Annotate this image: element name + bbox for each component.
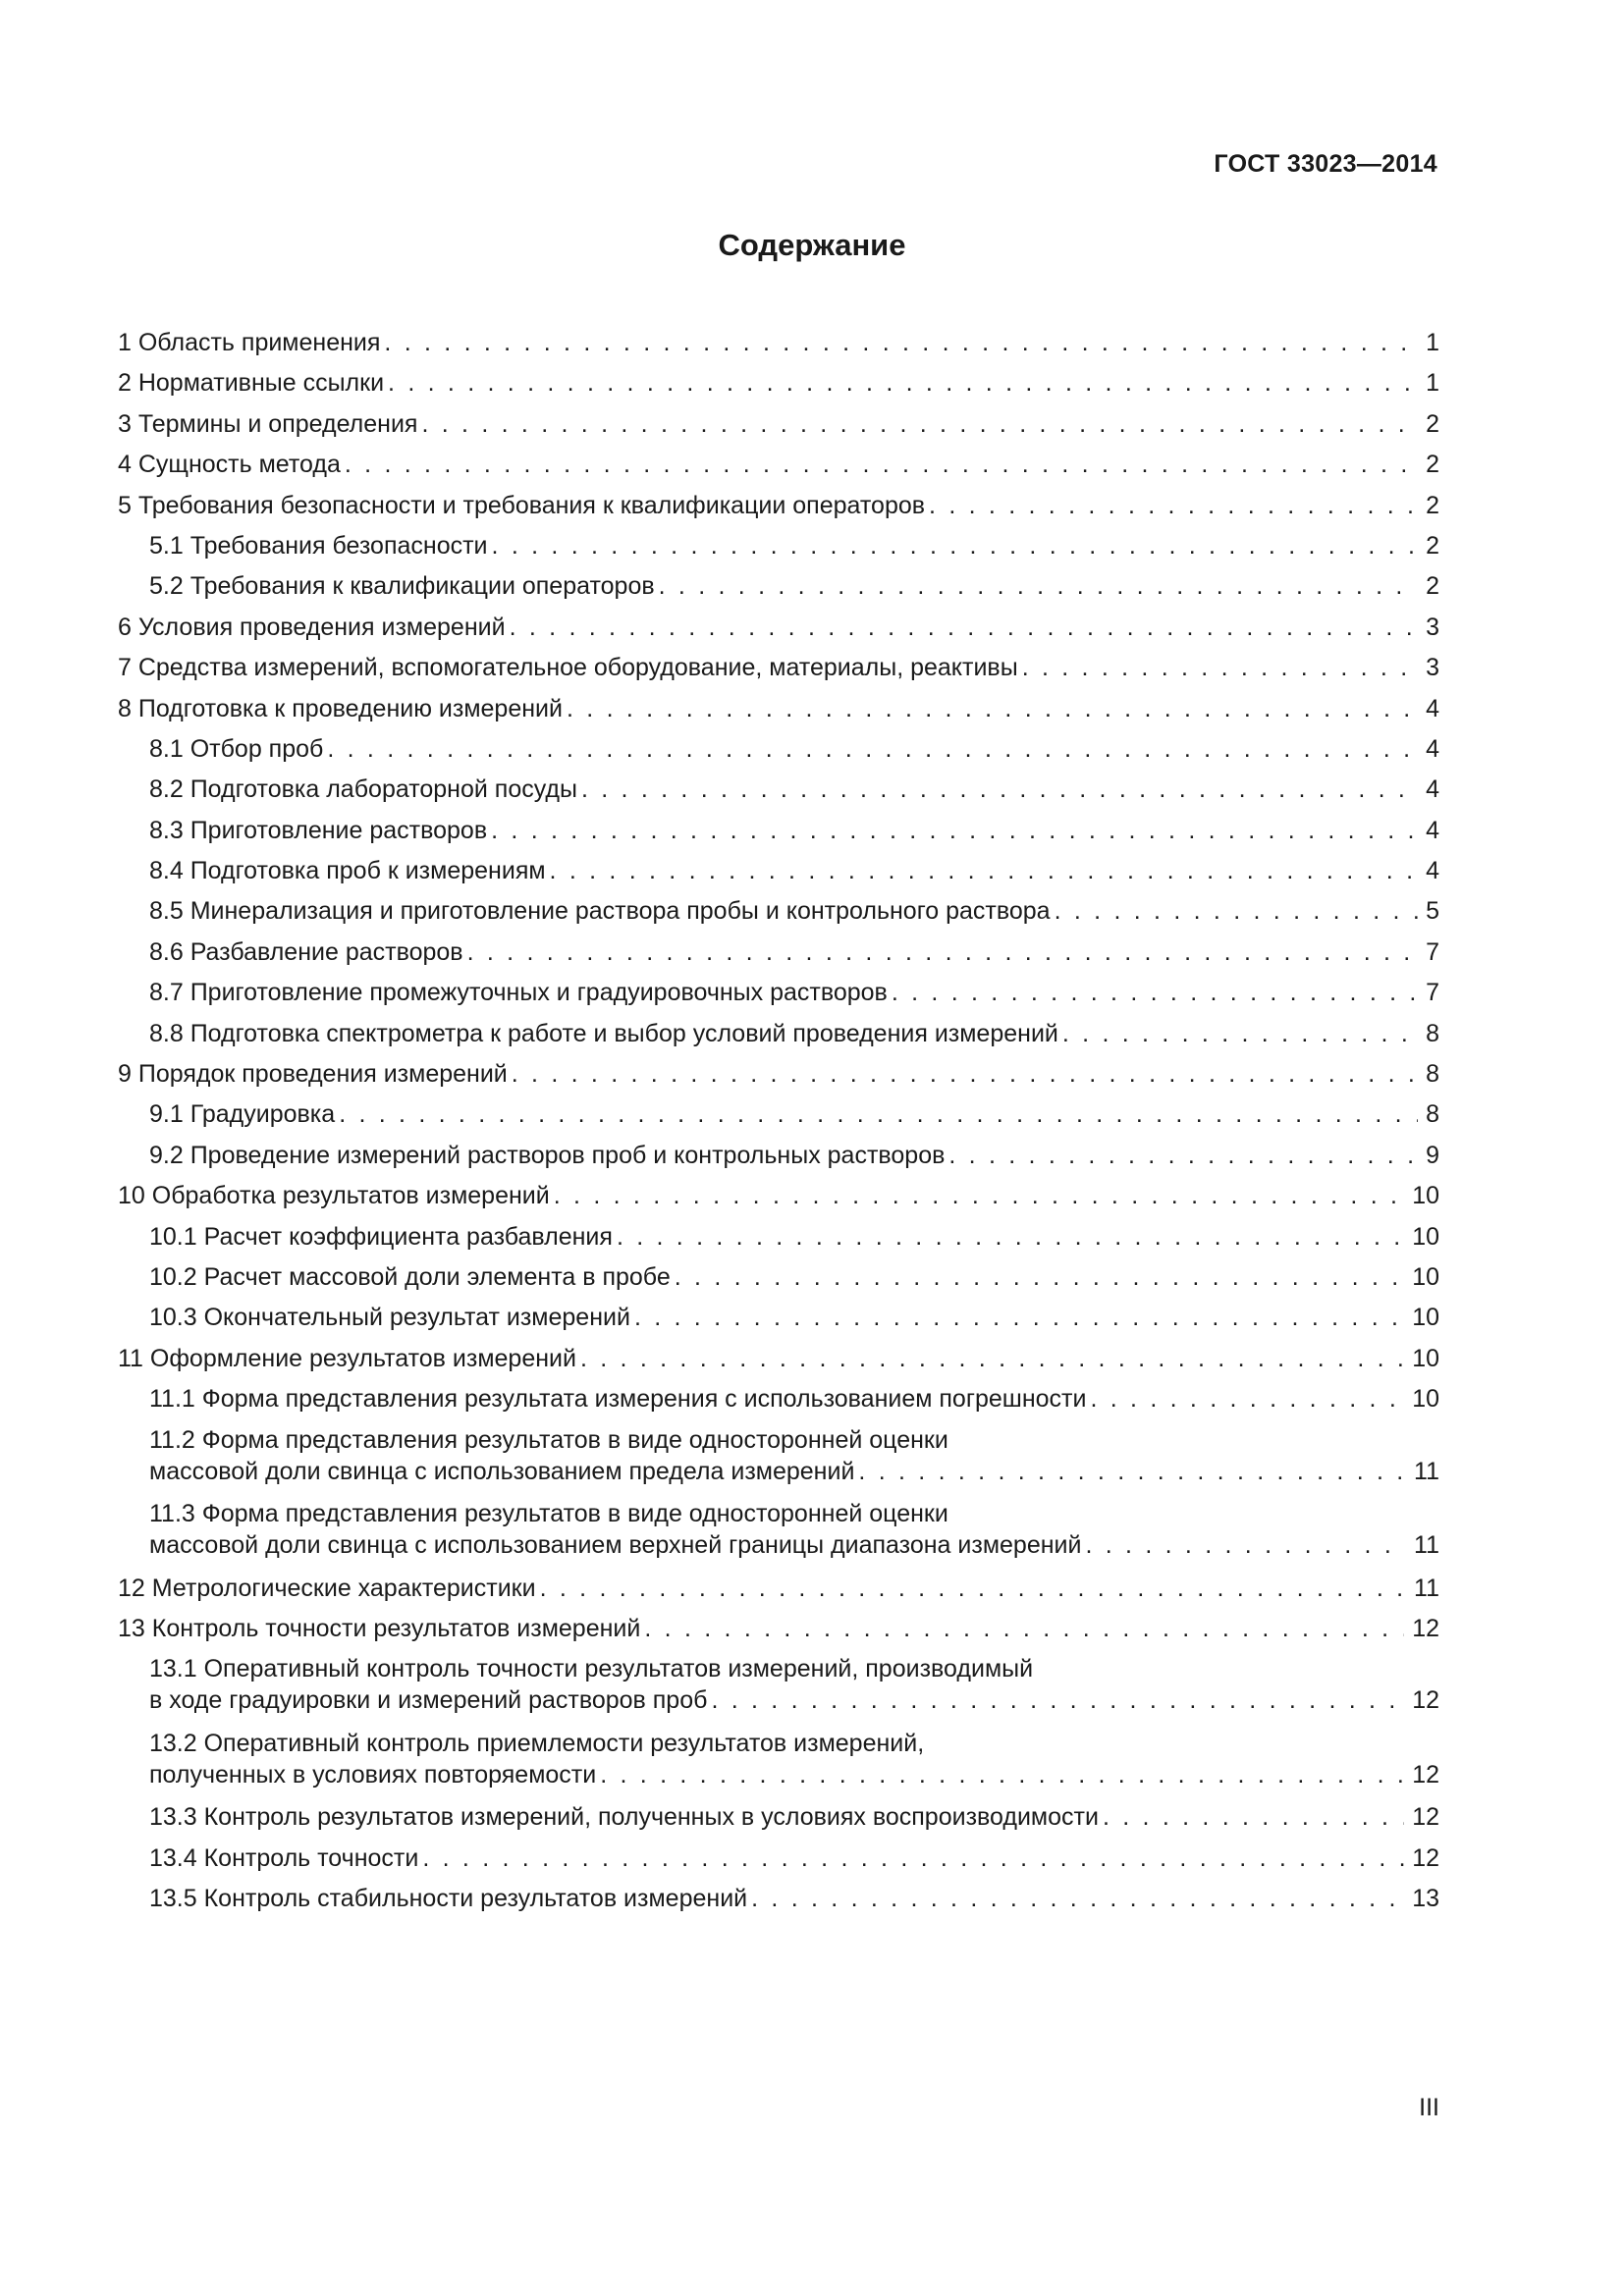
toc-entry-title: 12 Метрологические характеристики (118, 1574, 540, 1603)
toc-entry-page: 4 (1418, 694, 1439, 723)
toc-entry-page: 12 (1404, 1685, 1439, 1715)
toc-entry-page: 3 (1418, 613, 1439, 642)
toc-entry-page: 10 (1404, 1344, 1439, 1373)
toc-entry-title: 8.4 Подготовка проб к измерениям (149, 856, 550, 885)
toc-entry-title: 5.2 Требования к квалификации операторов (149, 571, 659, 601)
toc-subentry[interactable] (118, 1725, 1439, 1799)
toc-entry-page: 10 (1404, 1384, 1439, 1414)
toc-entry-page: 1 (1418, 328, 1439, 357)
toc-entry[interactable] (118, 1055, 1439, 1095)
toc-entry[interactable] (118, 1610, 1439, 1650)
toc-entry-page: 4 (1418, 856, 1439, 885)
toc-entry-title: 13 Контроль точности результатов измерений (118, 1614, 644, 1643)
toc-entry-title: 8 Подготовка к проведению измерений (118, 694, 567, 723)
toc-entry-title: 13.5 Контроль стабильности результатов измерений (149, 1884, 751, 1913)
toc-entry-page: 9 (1418, 1141, 1439, 1170)
toc-entry-title: 3 Термины и определения (118, 409, 421, 439)
toc-subentry[interactable] (118, 771, 1439, 811)
toc-entry-page: 4 (1418, 734, 1439, 764)
toc-subentry[interactable] (118, 1798, 1439, 1839)
toc-entry-title-line1: 11.2 Форма представления результатов в виде односторонней оценки (149, 1425, 948, 1454)
toc-entry-title: 1 Область применения (118, 328, 384, 357)
toc-entry[interactable] (118, 649, 1439, 689)
toc-entry-page: 10 (1404, 1181, 1439, 1210)
toc-entry[interactable] (118, 1340, 1439, 1380)
toc-entry[interactable] (118, 690, 1439, 730)
toc-subentry[interactable] (118, 812, 1439, 852)
toc-entry-title-line1: 11.3 Форма представления результатов в виде односторонней оценки (149, 1500, 948, 1528)
toc-entry-page: 12 (1404, 1802, 1439, 1832)
toc-subentry[interactable] (118, 567, 1439, 608)
toc-subentry[interactable] (118, 892, 1439, 933)
toc-subentry[interactable] (118, 1380, 1439, 1420)
toc-subentry[interactable] (118, 1880, 1439, 1920)
toc-entry-page: 11 (1406, 1574, 1439, 1603)
toc-subentry[interactable] (118, 527, 1439, 567)
toc-entry[interactable] (118, 446, 1439, 486)
toc-entry-title: 9.1 Градуировка (149, 1099, 339, 1129)
toc-entry-title: 8.8 Подготовка спектрометра к работе и выбор условий проведения измерений (149, 1019, 1062, 1048)
toc-entry-title: 10.2 Расчет массовой доли элемента в пробе (149, 1262, 675, 1292)
toc-entry-title: 11.1 Форма представления результата измерения с использованием погрешности (149, 1384, 1090, 1414)
toc-entry-page: 12 (1404, 1614, 1439, 1643)
toc-entry-page: 11 (1406, 1530, 1439, 1560)
toc-entry-page: 4 (1418, 816, 1439, 845)
toc-entry-page: 5 (1418, 896, 1439, 926)
toc-entry-title: 11 Оформление результатов измерений (118, 1344, 580, 1373)
toc-entry-page: 2 (1418, 450, 1439, 479)
toc-entry-title-line2: массовой доли свинца с использованием верхней границы диапазона измерений (149, 1530, 1085, 1560)
toc-subentry[interactable] (118, 1495, 1439, 1570)
toc-entry-title: 2 Нормативные ссылки (118, 368, 388, 398)
toc-subentry[interactable] (118, 1218, 1439, 1258)
toc-entry-title: 13.4 Контроль точности (149, 1843, 422, 1873)
toc-entry-title: 8.5 Минерализация и приготовление раствора пробы и контрольного раствора (149, 896, 1055, 926)
document-code: ГОСТ 33023—2014 (1214, 150, 1437, 178)
toc-entry-page: 3 (1418, 653, 1439, 682)
toc-subentry[interactable] (118, 730, 1439, 771)
toc-entry-page: 8 (1418, 1059, 1439, 1089)
toc-entry-title: 8.7 Приготовление промежуточных и градуировочных растворов (149, 978, 892, 1007)
toc-subentry[interactable] (118, 1840, 1439, 1880)
toc-entry-title-line2: массовой доли свинца с использованием предела измерений (149, 1457, 858, 1486)
toc-subentry[interactable] (118, 1650, 1439, 1725)
toc-entry-title-line1: 13.2 Оперативный контроль приемлемости результатов измерений, (149, 1729, 925, 1757)
toc-entry-page: 7 (1418, 937, 1439, 967)
toc-entry-title: 4 Сущность метода (118, 450, 345, 479)
toc-entry-page: 7 (1418, 978, 1439, 1007)
toc-entry-page: 10 (1404, 1222, 1439, 1252)
toc-entry-title: 10.3 Окончательный результат измерений (149, 1303, 634, 1332)
toc-entry-title-line2: полученных в условиях повторяемости (149, 1760, 600, 1789)
toc-entry[interactable] (118, 324, 1439, 364)
toc-entry-page: 2 (1418, 491, 1439, 520)
toc-entry-page: 12 (1404, 1760, 1439, 1789)
toc-entry-page: 13 (1404, 1884, 1439, 1913)
table-of-contents (118, 324, 1439, 1921)
toc-subentry[interactable] (118, 1299, 1439, 1339)
toc-entry-title-line2: в ходе градуировки и измерений растворов проб (149, 1685, 711, 1715)
toc-entry[interactable] (118, 405, 1439, 446)
toc-entry-title: 10 Обработка результатов измерений (118, 1181, 554, 1210)
toc-entry-page: 2 (1418, 531, 1439, 561)
toc-entry-title: 8.3 Приготовление растворов (149, 816, 491, 845)
toc-subentry[interactable] (118, 1258, 1439, 1299)
toc-entry[interactable] (118, 1177, 1439, 1217)
toc-entry-title-line1: 13.1 Оперативный контроль точности результатов измерений, производимый (149, 1655, 1034, 1683)
toc-entry-page: 10 (1404, 1262, 1439, 1292)
toc-subentry[interactable] (118, 974, 1439, 1014)
toc-entry-title: 10.1 Расчет коэффициента разбавления (149, 1222, 617, 1252)
toc-entry[interactable] (118, 609, 1439, 649)
toc-entry-page: 2 (1418, 571, 1439, 601)
toc-entry-title: 5.1 Требования безопасности (149, 531, 492, 561)
toc-subentry[interactable] (118, 852, 1439, 892)
toc-entry-page: 1 (1418, 368, 1439, 398)
toc-entry-title: 9 Порядок проведения измерений (118, 1059, 512, 1089)
toc-entry-page: 12 (1404, 1843, 1439, 1873)
toc-entry[interactable] (118, 364, 1439, 404)
toc-entry-title: 8.6 Разбавление растворов (149, 937, 467, 967)
toc-entry-title: 7 Средства измерений, вспомогательное оборудование, материалы, реактивы (118, 653, 1022, 682)
toc-entry[interactable] (118, 487, 1439, 527)
toc-subentry[interactable] (118, 1015, 1439, 1055)
toc-subentry[interactable] (118, 934, 1439, 974)
toc-entry-page: 4 (1418, 774, 1439, 804)
toc-entry-page: 2 (1418, 409, 1439, 439)
toc-entry-title: 13.3 Контроль результатов измерений, полученных в условиях воспроизводимости (149, 1802, 1103, 1832)
toc-entry-title: 8.2 Подготовка лабораторной посуды (149, 774, 581, 804)
toc-entry-page: 10 (1404, 1303, 1439, 1332)
toc-entry-title: 9.2 Проведение измерений растворов проб и контрольных растворов (149, 1141, 948, 1170)
page-number: III (1419, 2094, 1439, 2121)
toc-subentry[interactable] (118, 1421, 1439, 1496)
toc-entry-title: 5 Требования безопасности и требования к квалификации операторов (118, 491, 929, 520)
toc-entry[interactable] (118, 1570, 1439, 1610)
toc-subentry[interactable] (118, 1137, 1439, 1177)
toc-entry-page: 8 (1418, 1019, 1439, 1048)
toc-entry-page: 8 (1418, 1099, 1439, 1129)
page-title: Содержание (718, 228, 906, 262)
toc-subentry[interactable] (118, 1095, 1439, 1136)
toc-entry-title: 8.1 Отбор проб (149, 734, 327, 764)
toc-entry-page: 11 (1406, 1457, 1439, 1486)
toc-entry-title: 6 Условия проведения измерений (118, 613, 510, 642)
